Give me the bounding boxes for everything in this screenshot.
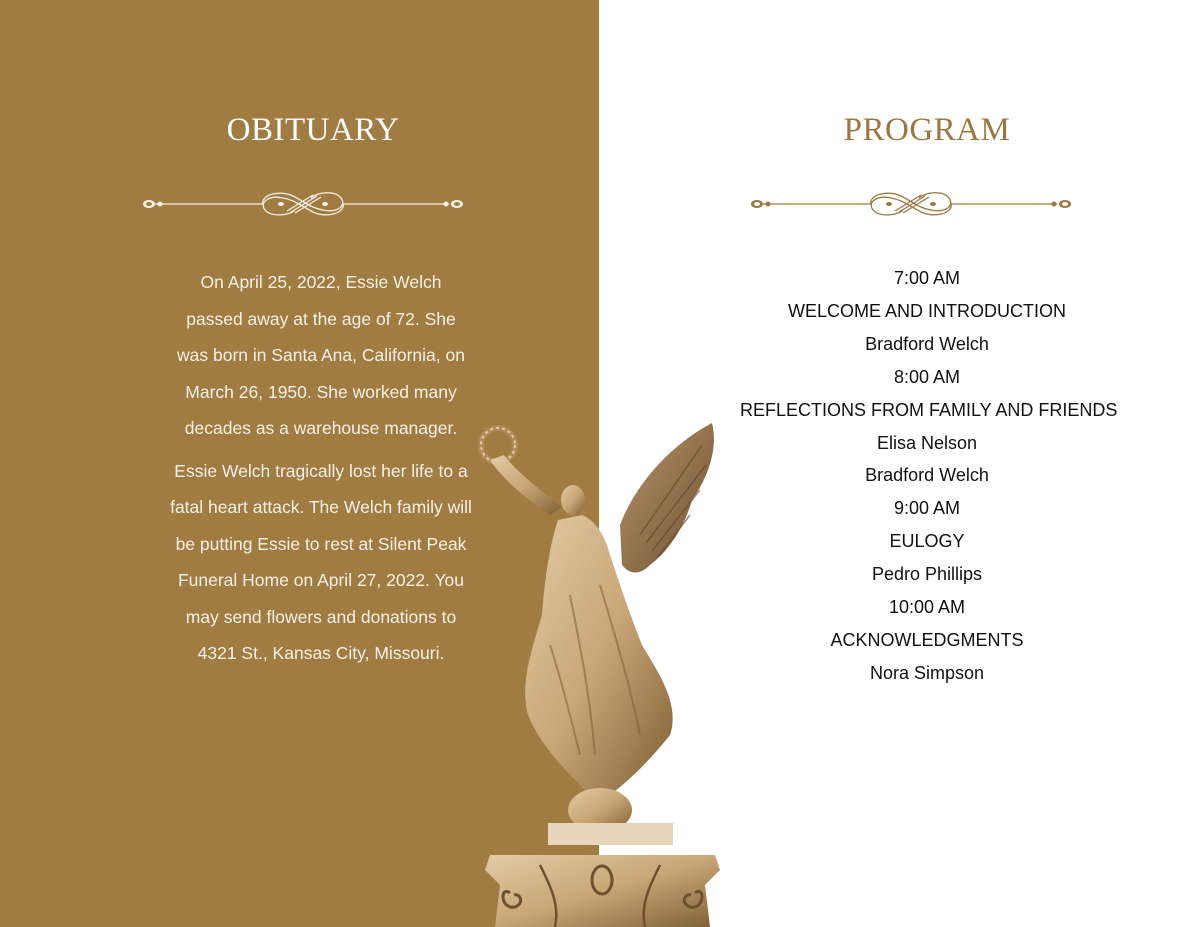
obituary-body bbox=[170, 264, 472, 678]
flourish-divider-icon bbox=[749, 186, 1073, 222]
program-event: WELCOME AND INTRODUCTION bbox=[787, 300, 1066, 321]
program-time: 10:00 AM bbox=[888, 597, 966, 618]
program-speaker: Pedro Phillips bbox=[871, 564, 983, 585]
program-time: 7:00 AM bbox=[893, 268, 961, 288]
program-time: 8:00 AM bbox=[893, 366, 961, 387]
program-speaker: Bradford Welch bbox=[865, 465, 989, 486]
program-schedule bbox=[740, 262, 1118, 690]
program-speaker: Nora Simpson bbox=[869, 662, 985, 683]
program-title: PROGRAM bbox=[843, 112, 1011, 148]
program-event: REFLECTIONS FROM FAMILY AND FRIENDS bbox=[740, 399, 1118, 420]
obituary-title: OBITUARY bbox=[226, 112, 400, 148]
program-speaker: Bradford Welch bbox=[865, 333, 989, 354]
program-event: ACKNOWLEDGMENTS bbox=[830, 629, 1024, 650]
program-speaker: Elisa Nelson bbox=[876, 432, 978, 453]
flourish-divider-icon bbox=[141, 186, 465, 222]
obituary-paragraph: On April 25, 2022, Essie Welch passed away at the age of 72. She was born in Santa Ana, California, on March 26, 1950. She worked many decades as a warehouse manager. bbox=[177, 272, 465, 438]
program-time: 9:00 AM bbox=[893, 498, 961, 519]
program-event: EULOGY bbox=[889, 531, 965, 552]
winged-victory-statue-image bbox=[470, 415, 735, 927]
obituary-paragraph: Essie Welch tragically lost her life to a fatal heart attack. The Welch family will be putting Essie to rest at Silent Peak Funeral Home on April 27, 2022. You may send flowers and donations to 4321 St., Kansas City, Missouri. bbox=[170, 460, 472, 663]
